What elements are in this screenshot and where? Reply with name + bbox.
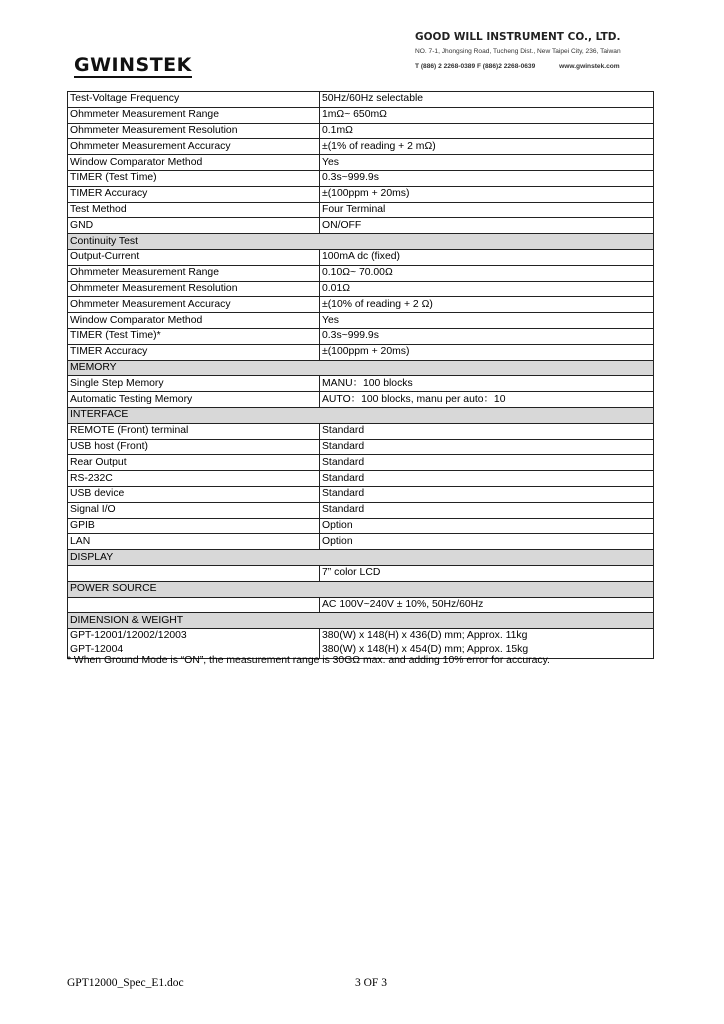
spec-value: Yes xyxy=(320,155,654,171)
website: www.gwinstek.com xyxy=(559,63,620,70)
spec-label: LAN xyxy=(68,534,320,550)
spec-row xyxy=(68,218,654,234)
spec-row xyxy=(68,139,654,155)
spec-row xyxy=(68,344,654,360)
spec-row xyxy=(68,170,654,186)
spec-label: Output-Current xyxy=(68,249,320,265)
spec-label: TIMER Accuracy xyxy=(68,186,320,202)
spec-value: Standard xyxy=(320,471,654,487)
footer-page-number: 3 OF 3 xyxy=(355,977,387,989)
spec-label: USB device xyxy=(68,486,320,502)
spec-row xyxy=(68,202,654,218)
spec-value: 0.01Ω xyxy=(320,281,654,297)
spec-label: Ohmmeter Measurement Resolution xyxy=(68,281,320,297)
section-header-row xyxy=(68,360,654,376)
spec-value: Standard xyxy=(320,502,654,518)
spec-row xyxy=(68,376,654,392)
spec-row xyxy=(68,92,654,108)
spec-value: ON/OFF xyxy=(320,218,654,234)
spec-value: Standard xyxy=(320,486,654,502)
spec-label: RS-232C xyxy=(68,471,320,487)
spec-row xyxy=(68,486,654,502)
spec-label xyxy=(68,597,320,613)
model-name: GPT-12001/12002/12003 xyxy=(70,630,187,642)
spec-value: AUTO：100 blocks, manu per auto：10 xyxy=(320,392,654,408)
spec-label: TIMER Accuracy xyxy=(68,344,320,360)
spec-label: GND xyxy=(68,218,320,234)
spec-value: 0.10Ω~ 70.00Ω xyxy=(320,265,654,281)
spec-row xyxy=(68,455,654,471)
spec-value: Standard xyxy=(320,439,654,455)
spec-label: USB host (Front) xyxy=(68,439,320,455)
model-dimension: 380(W) x 148(H) x 436(D) mm; Approx. 11kg xyxy=(322,630,528,642)
spec-value: 100mA dc (fixed) xyxy=(320,249,654,265)
spec-row xyxy=(68,597,654,613)
spec-label: Rear Output xyxy=(68,455,320,471)
section-title: INTERFACE xyxy=(68,407,654,423)
section-title: DIMENSION & WEIGHT xyxy=(68,613,654,629)
spec-row xyxy=(68,328,654,344)
footnote: * When Ground Mode is “ON”, the measurement range is 30GΩ max. and adding 10% error for accuracy. xyxy=(67,655,550,666)
section-header-row xyxy=(68,407,654,423)
spec-value: Option xyxy=(320,518,654,534)
section-title: DISPLAY xyxy=(68,550,654,566)
spec-label: Automatic Testing Memory xyxy=(68,392,320,408)
spec-value: MANU：100 blocks xyxy=(320,376,654,392)
spec-label xyxy=(68,565,320,581)
spec-value: Four Terminal xyxy=(320,202,654,218)
spec-value: ±(1% of reading + 2 mΩ) xyxy=(320,139,654,155)
spec-table xyxy=(67,91,654,659)
section-header-row xyxy=(68,234,654,250)
model-name: GPT-12004 xyxy=(70,644,124,656)
spec-value: 1mΩ~ 650mΩ xyxy=(320,107,654,123)
spec-row xyxy=(68,107,654,123)
spec-row xyxy=(68,423,654,439)
spec-value: ±(100ppm + 20ms) xyxy=(320,186,654,202)
section-header-row xyxy=(68,613,654,629)
spec-row xyxy=(68,249,654,265)
footer-filename: GPT12000_Spec_E1.doc xyxy=(67,977,184,989)
spec-row xyxy=(68,471,654,487)
spec-row xyxy=(68,439,654,455)
spec-row xyxy=(68,297,654,313)
section-title: MEMORY xyxy=(68,360,654,376)
spec-label: TIMER (Test Time) xyxy=(68,170,320,186)
spec-label: Signal I/O xyxy=(68,502,320,518)
spec-label: Ohmmeter Measurement Accuracy xyxy=(68,139,320,155)
section-title: POWER SOURCE xyxy=(68,581,654,597)
spec-value: AC 100V~240V ± 10%, 50Hz/60Hz xyxy=(320,597,654,613)
spec-label: Window Comparator Method xyxy=(68,155,320,171)
spec-row xyxy=(68,392,654,408)
spec-value: ±(10% of reading + 2 Ω) xyxy=(320,297,654,313)
spec-row xyxy=(68,518,654,534)
spec-label: Ohmmeter Measurement Resolution xyxy=(68,123,320,139)
spec-row xyxy=(68,123,654,139)
spec-value: Standard xyxy=(320,455,654,471)
spec-label: REMOTE (Front) terminal xyxy=(68,423,320,439)
company-contact xyxy=(415,63,620,70)
spec-label: GPIB xyxy=(68,518,320,534)
spec-label: Ohmmeter Measurement Accuracy xyxy=(68,297,320,313)
spec-row xyxy=(68,313,654,329)
company-address: NO. 7-1, Jhongsing Road, Tucheng Dist., New Taipei City, 236, Taiwan xyxy=(415,48,621,55)
spec-value: 0.1mΩ xyxy=(320,123,654,139)
section-header-row xyxy=(68,550,654,566)
spec-label: TIMER (Test Time)* xyxy=(68,328,320,344)
spec-value: Option xyxy=(320,534,654,550)
spec-row xyxy=(68,155,654,171)
spec-value: 7” color LCD xyxy=(320,565,654,581)
spec-value: 0.3s~999.9s xyxy=(320,328,654,344)
spec-label: Window Comparator Method xyxy=(68,313,320,329)
spec-row xyxy=(68,534,654,550)
phone-fax: T (886) 2 2268-0389 F (886)2 2268-0639 xyxy=(415,63,536,70)
spec-row xyxy=(68,265,654,281)
company-name: GOOD WILL INSTRUMENT CO., LTD. xyxy=(415,31,621,43)
logo-text: GWINSTEK xyxy=(74,54,192,76)
spec-row xyxy=(68,565,654,581)
section-header-row xyxy=(68,581,654,597)
spec-row xyxy=(68,186,654,202)
spec-row xyxy=(68,281,654,297)
spec-label: Single Step Memory xyxy=(68,376,320,392)
section-title: Continuity Test xyxy=(68,234,654,250)
model-dimension: 380(W) x 148(H) x 454(D) mm; Approx. 15kg xyxy=(322,644,529,656)
spec-row xyxy=(68,502,654,518)
spec-value: Standard xyxy=(320,423,654,439)
spec-label: Test Method xyxy=(68,202,320,218)
gwinstek-logo xyxy=(74,54,192,76)
spec-value: 50Hz/60Hz selectable xyxy=(320,92,654,108)
spec-table-body xyxy=(68,92,654,659)
spec-value: 0.3s~999.9s xyxy=(320,170,654,186)
spec-label: Ohmmeter Measurement Range xyxy=(68,265,320,281)
spec-value: ±(100ppm + 20ms) xyxy=(320,344,654,360)
spec-label: Test-Voltage Frequency xyxy=(68,92,320,108)
spec-label: Ohmmeter Measurement Range xyxy=(68,107,320,123)
spec-value: Yes xyxy=(320,313,654,329)
